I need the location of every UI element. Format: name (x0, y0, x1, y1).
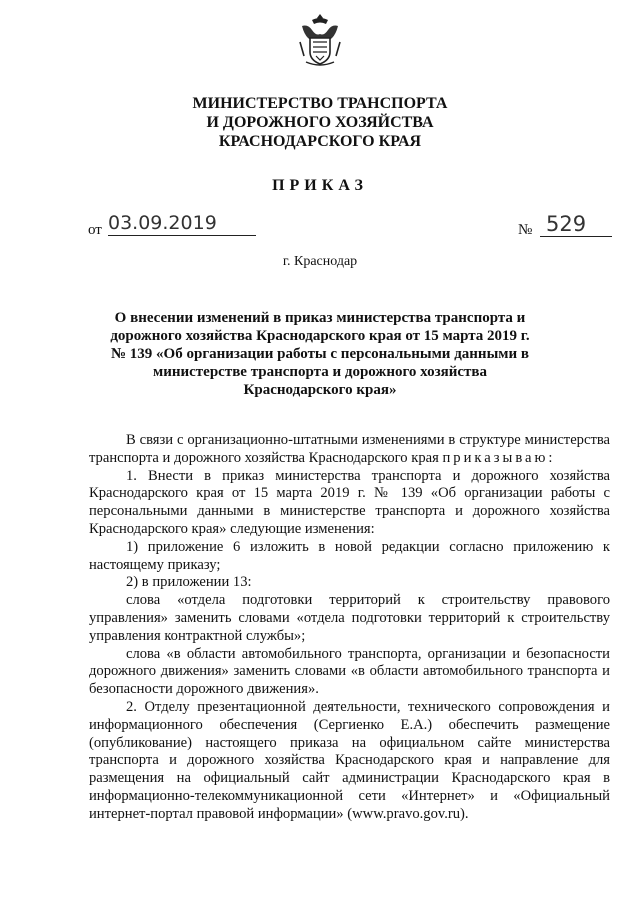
paragraph: 1. Внести в приказ министерства транспорта и дорожного хозяйства Краснодарского края от 15 марта 2019 г. № 139 «Об организации работы с персональными данными в министерстве транспорта и дорожного хозяйства Краснодарского края» следующие изменения: (89, 467, 610, 537)
ministry-line: И ДОРОЖНОГО ХОЗЯЙСТВА (206, 114, 434, 131)
order-keyword: приказываю: (442, 449, 556, 466)
preamble-text: В связи с организационно-штатными изменениями в структуре министерства транспорта и дорожного хозяйства Краснодарского края (89, 432, 610, 466)
preamble-paragraph (89, 432, 610, 468)
city: г. Краснодар (282, 254, 358, 269)
ministry-title (0, 94, 640, 151)
subject-line: О внесении изменений в приказ министерства транспорта и (114, 310, 526, 326)
ministry-line: МИНИСТЕРСТВО ТРАНСПОРТА (192, 95, 448, 112)
subject-line: дорожного хозяйства Краснодарского края от 15 марта 2019 г. (110, 328, 530, 344)
ministry-line: КРАСНОДАРСКОГО КРАЯ (218, 133, 422, 150)
date-value: 03.09.2019 (108, 212, 256, 236)
coat-of-arms-icon (296, 12, 344, 68)
date-label: от (88, 222, 102, 238)
subject-line: № 139 «Об организации работы с персональными данными в (110, 346, 529, 362)
order-subject (110, 309, 530, 399)
paragraph: слова «отдела подготовки территорий к строительству правового управления» заменить словами «отдела подготовки территорий к строительству управления контрактной службы»; (89, 592, 610, 644)
number-value: 529 (540, 212, 612, 237)
number-label: № (518, 222, 533, 238)
paragraph: слова «в области автомобильного транспорта, организации и безопасности дорожного движения» заменить словами «в области автомобильного транспорта и безопасности дорожного движения». (89, 645, 610, 698)
subject-line: министерстве транспорта и дорожного хозяйства (153, 364, 487, 380)
order-body (89, 432, 610, 824)
paragraph: 2) в приложении 13: (126, 574, 252, 591)
paragraph: 1) приложение 6 изложить в новой редакции согласно приложению к настоящему приказу; (89, 538, 610, 573)
paragraph: 2. Отделу презентационной деятельности, технического сопровождения и информационного обеспечения (Сергиенко Е.А.) обеспечить размещение (опубликование) настоящего приказа на официальном сайте министерства транспорта и дорожного хозяйства Краснодарского края и направление для размещения на официальный сайт администрации Краснодарского края в информационно-телекоммуникационной сети «Интернет» и «Официальный интернет-портал правовой информации» (www.pravo.gov.ru). (89, 698, 610, 822)
subject-line: Краснодарского края» (243, 382, 397, 398)
document-type: ПРИКАЗ (272, 177, 368, 194)
